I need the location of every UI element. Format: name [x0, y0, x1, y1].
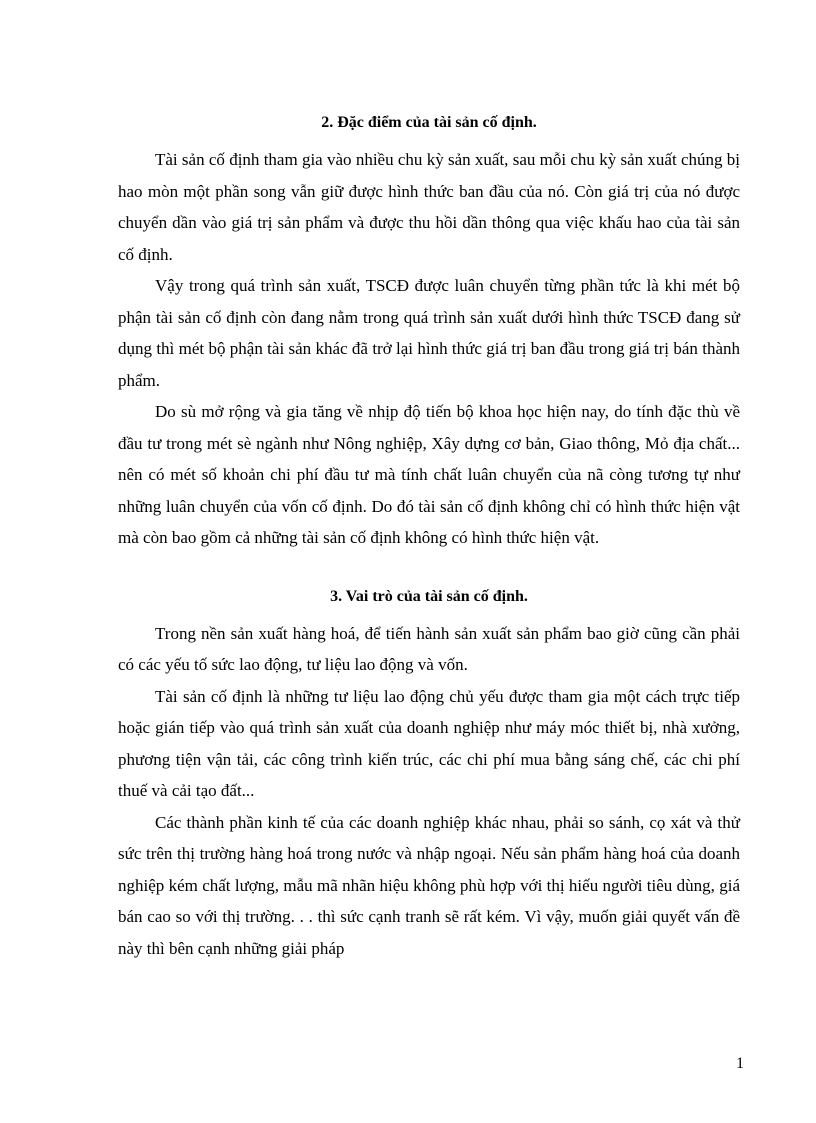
paragraph: Vậy trong quá trình sản xuất, TSCĐ được luân chuyển từng phần tức là khi mét bộ phận tài sản cố định còn đang nằm trong quá trình sản xuất dưới hình thức TSCĐ đang sử dụng thì mét bộ phận tài sản khác đã trở lại hình thức giá trị ban đầu trong giá trị bán thành phẩm. — [118, 276, 740, 390]
paragraph: Tài sản cố định là những tư liệu lao động chủ yếu được tham gia một cách trực tiếp hoặc gián tiếp vào quá trình sản xuất của doanh nghiệp như máy móc thiết bị, nhà xưởng, phương tiện vận tải, các công trình kiến trúc, các chi phí mua bằng sáng chế, các chi phí thuế và cải tạo đất... — [118, 686, 740, 800]
paragraph: Các thành phần kinh tế của các doanh nghiệp khác nhau, phải so sánh, cọ xát và thử sức trên thị trường hàng hoá trong nước và nhập ngoại. Nếu sản phẩm hàng hoá của doanh nghiệp kém chất lượng, mẫu mã nhãn hiệu không phù hợp với thị hiếu người tiêu dùng, giá bán cao so với thị trường. . . thì sức cạnh tranh sẽ rất kém. Vì vậy, muốn giải quyết vấn đề này thì bên cạnh những giải pháp — [118, 812, 740, 958]
section-3-heading: 3. Vai trò của tài sản cố định. — [330, 587, 528, 605]
page-number: 1 — [736, 1055, 744, 1072]
section-2-heading: 2. Đặc điểm của tài sản cố định. — [321, 114, 537, 131]
paragraph: Do sù mở rộng và gia tăng về nhịp độ tiến bộ khoa học hiện nay, do tính đặc thù về đầu tư trong mét sè ngành như Nông nghiệp, Xây dựng cơ bản, Giao thông, Mỏ địa chất... nên có mét số khoản chi phí đầu tư mà tính chất luân chuyển của nã còng tương tự như những luân chuyển của vốn cố định. Do đó tài sản cố định không chỉ có hình thức hiện vật mà còn bao gồm cả những tài sản cố định không có hình thức hiện vật. — [118, 402, 740, 547]
section-2-body — [118, 144, 740, 554]
page-content — [118, 108, 740, 964]
section-3-body — [118, 618, 740, 965]
paragraph: Trong nền sản xuất hàng hoá, để tiến hành sản xuất sản phẩm bao giờ cũng cần phải có các yếu tố sức lao động, tư liệu lao động và vốn. — [118, 623, 740, 674]
paragraph: Tài sản cố định tham gia vào nhiều chu kỳ sản xuất, sau mỗi chu kỳ sản xuất chúng bị hao mòn một phần song vẫn giữ được hình thức ban đầu của nó. Còn giá trị của nó được chuyển dần vào giá trị sản phẩm và được thu hồi dần thông qua việc khấu hao của tài sản cố định. — [118, 150, 740, 264]
